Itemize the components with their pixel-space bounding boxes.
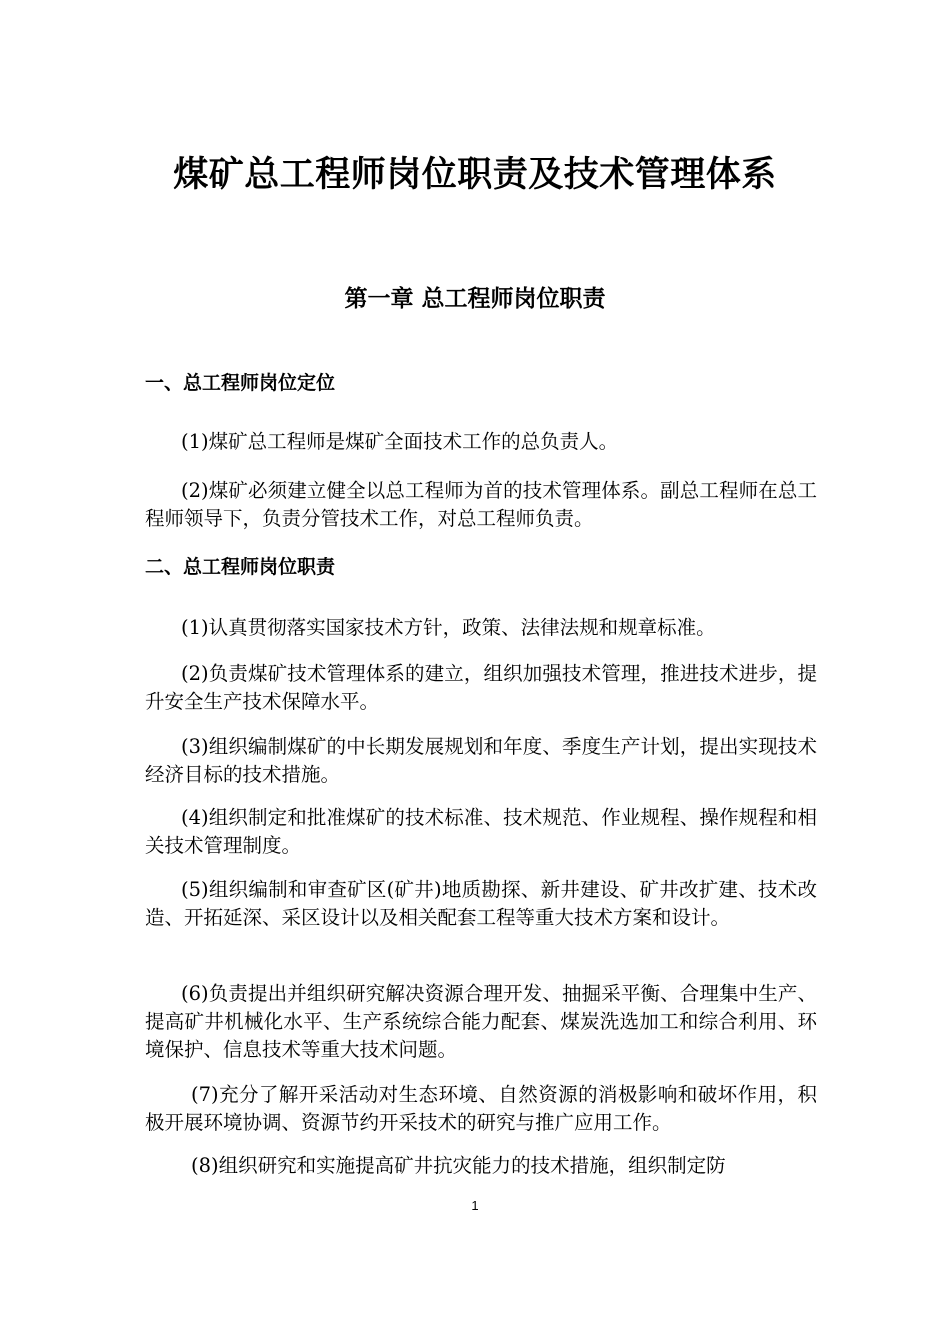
paragraph-duty-6: (6)负责提出并组织研究解决资源合理开发、抽掘采平衡、合理集中生产、提高矿井机械化水平、生产系统综合能力配套、煤炭洗选加工和综合利用、环境保护、信息技术等重大技术问题。 — [145, 982, 817, 1061]
section-heading-positioning: 一、总工程师岗位定位 — [145, 372, 336, 394]
paragraph-duty-2: (2)负责煤矿技术管理体系的建立，组织加强技术管理，推进技术进步，提升安全生产技术保障水平。 — [145, 662, 817, 713]
paragraph-duty-1: (1)认真贯彻落实国家技术方针，政策、法律法规和规章标准。 — [181, 616, 716, 639]
paragraph-positioning-2: (2)煤矿必须建立健全以总工程师为首的技术管理体系。副总工程师在总工程师领导下，负责分管技术工作，对总工程师负责。 — [145, 479, 817, 530]
paragraph-positioning-1: (1)煤矿总工程师是煤矿全面技术工作的总负责人。 — [181, 430, 619, 453]
paragraph-duty-7: (7)充分了解开采活动对生态环境、自然资源的消极影响和破坏作用，积极开展环境协调、资源节约开采技术的研究与推广应用工作。 — [145, 1083, 817, 1134]
document-title: 煤矿总工程师岗位职责及技术管理体系 — [173, 155, 777, 195]
paragraph-duty-4: (4)组织制定和批准煤矿的技术标准、技术规范、作业规程、操作规程和相关技术管理制度。 — [145, 806, 817, 857]
paragraph-duty-5: (5)组织编制和审查矿区(矿井)地质勘探、新井建设、矿井改扩建、技术改造、开拓延深、采区设计以及相关配套工程等重大技术方案和设计。 — [145, 878, 817, 929]
paragraph-duty-8: (8)组织研究和实施提高矿井抗灾能力的技术措施，组织制定防 — [191, 1154, 726, 1177]
section-heading-duties: 二、总工程师岗位职责 — [145, 556, 336, 578]
chapter-title: 第一章 总工程师岗位职责 — [344, 286, 606, 312]
paragraph-duty-3: (3)组织编制煤矿的中长期发展规划和年度、季度生产计划，提出实现技术经济目标的技术措施。 — [145, 735, 817, 786]
page-number: 1 — [471, 1198, 479, 1213]
